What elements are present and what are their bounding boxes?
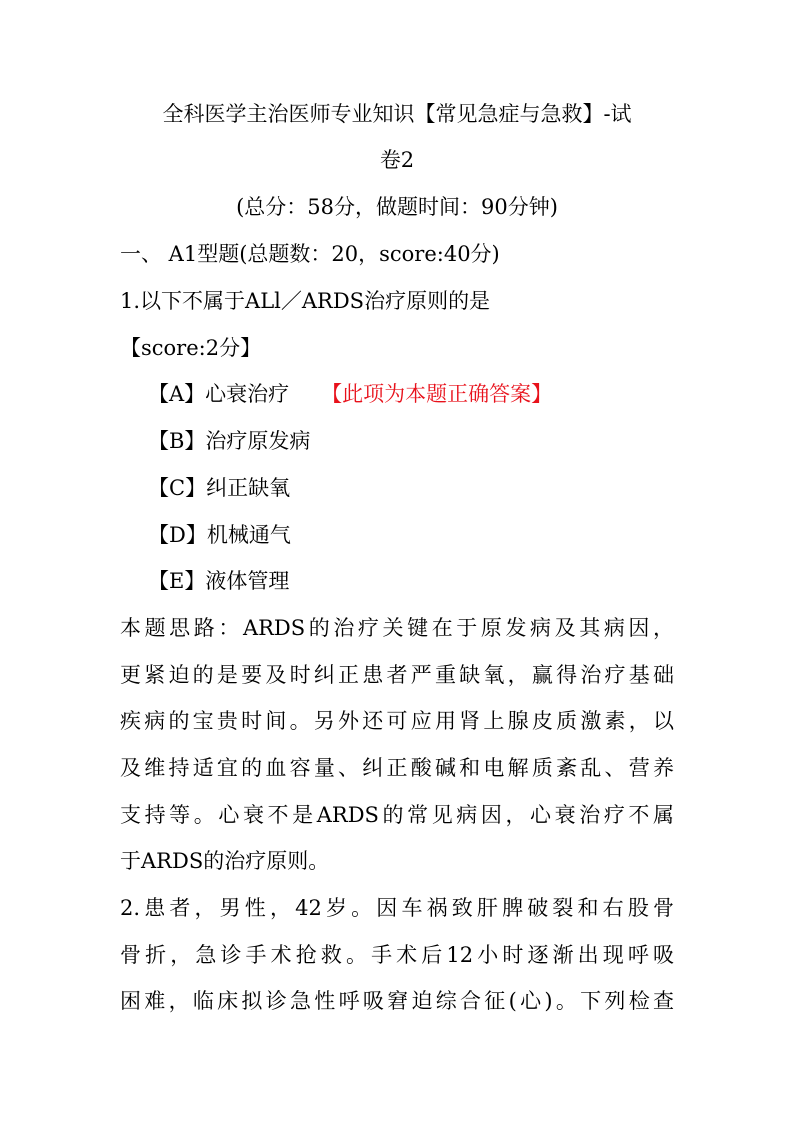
- question-1-score: 【score:2分】: [120, 336, 262, 360]
- section-heading: 一、 A1型题(总题数：20，score:40分): [120, 242, 500, 266]
- question-2-line-3: 困难，临床拟诊急性呼吸窘迫综合征(心)。下列检查: [120, 989, 674, 1013]
- question-2-line-2: 骨折，急诊手术抢救。手术后12小时逐渐出现呼吸: [120, 943, 674, 967]
- option-b: 【B】治疗原发病: [148, 429, 311, 453]
- title-line-2: 卷2: [379, 148, 415, 172]
- option-a-text: 【A】心衰治疗: [148, 382, 290, 406]
- title-line-1: 全科医学主治医师专业知识【常见急症与急救】-试: [162, 102, 632, 126]
- option-a: [148, 380, 552, 408]
- option-e: 【E】液体管理: [148, 569, 290, 593]
- option-d: 【D】机械通气: [148, 523, 291, 547]
- question-1-text: 1.以下不属于ALl／ARDS治疗原则的是: [120, 289, 491, 313]
- correct-answer-note: 【此项为本题正确答案】: [321, 382, 553, 406]
- explanation-line-4: 及维持适宜的血容量、纠正酸碱和电解质紊乱、营养: [120, 756, 674, 780]
- question-2-line-1: 2.患者，男性，42岁。因车祸致肝脾破裂和右股骨: [120, 896, 674, 920]
- explanation-line-2: 更紧迫的是要及时纠正患者严重缺氧，赢得治疗基础: [120, 663, 674, 687]
- explanation-line-6: 于ARDS的治疗原则。: [120, 849, 330, 873]
- explanation-line-1: 本题思路：ARDS的治疗关键在于原发病及其病因，: [120, 616, 674, 640]
- option-c: 【C】纠正缺氧: [148, 476, 291, 500]
- explanation-line-5: 支持等。心衰不是ARDS的常见病因，心衰治疗不属: [120, 803, 674, 827]
- explanation-line-3: 疾病的宝贵时间。另外还可应用肾上腺皮质激素，以: [120, 709, 674, 733]
- score-info: (总分：58分，做题时间：90分钟): [236, 195, 558, 219]
